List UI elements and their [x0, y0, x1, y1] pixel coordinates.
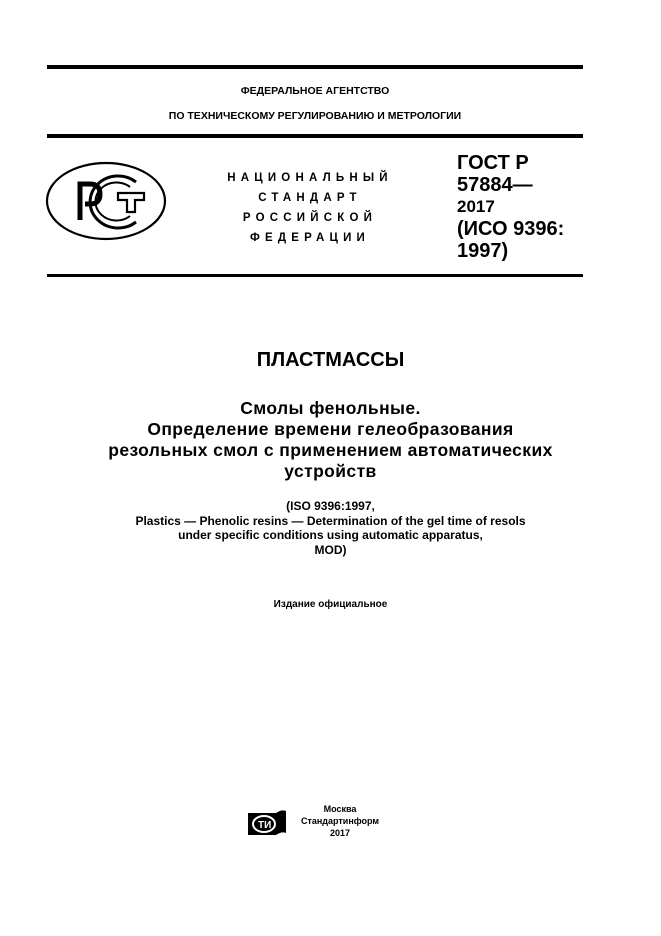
rst-gost-logo-icon [44, 158, 169, 245]
subtitle-line-4: устройств [284, 461, 377, 481]
publisher-info [290, 803, 390, 839]
iso-reference-line-1: (ISO 9396:1997, [286, 499, 375, 513]
top-rule [47, 65, 583, 69]
standartinform-logo-icon [246, 807, 288, 837]
designation-line-3: 2017 [457, 197, 495, 216]
designation-rule [47, 274, 583, 277]
subtitle-line-3: резольных смол с применением автоматических [108, 440, 553, 460]
iso-reference-line-3: under specific conditions using automatic apparatus, [178, 528, 483, 542]
svg-text:ТИ: ТИ [258, 820, 272, 831]
standard-designation [457, 152, 564, 262]
publisher-name: Стандартинформ [300, 816, 380, 826]
publisher-city: Москва [323, 804, 357, 814]
iso-reference-line-4: MOD) [314, 542, 347, 557]
designation-line-1: ГОСТ Р [457, 152, 529, 174]
national-standard-line-4: ФЕДЕРАЦИИ [249, 232, 371, 244]
publisher-year: 2017 [329, 828, 351, 838]
national-standard-label [210, 168, 410, 248]
national-standard-line-1: НАЦИОНАЛЬНЫЙ [227, 172, 393, 184]
national-standard-line-3: РОССИЙСКОЙ [242, 212, 378, 224]
agency-line-1: ФЕДЕРАЛЬНОЕ АГЕНТСТВО [240, 85, 390, 97]
national-standard-line-2: СТАНДАРТ [258, 192, 362, 204]
designation-line-4: (ИСО 9396: [457, 218, 565, 240]
agency-line-2: ПО ТЕХНИЧЕСКОМУ РЕГУЛИРОВАНИЮ И МЕТРОЛОГИИ [168, 110, 462, 122]
subtitle [0, 398, 661, 482]
edition-label: Издание официальное [273, 599, 388, 610]
iso-reference [0, 499, 661, 557]
subtitle-line-1: Смолы фенольные. [240, 398, 421, 418]
designation-line-2: 57884— [457, 174, 533, 196]
iso-reference-line-2: Plastics — Phenolic resins — Determination of the gel time of resols [135, 513, 526, 528]
subtitle-line-2: Определение времени гелеобразования [147, 419, 514, 439]
main-title: ПЛАСТМАССЫ [256, 349, 405, 371]
designation-line-5: 1997) [457, 240, 509, 262]
header-rule [47, 134, 583, 138]
